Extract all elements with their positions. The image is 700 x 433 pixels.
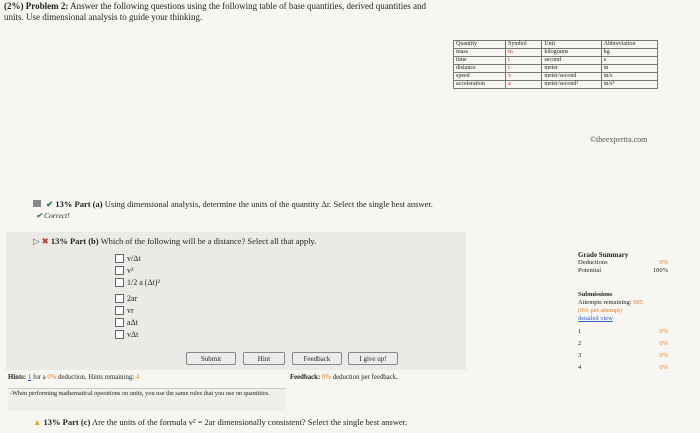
table-cell: m xyxy=(601,65,657,73)
option-checkbox[interactable]: v² xyxy=(115,265,133,275)
watermark: ©theexpertta.com xyxy=(590,135,648,144)
table-cell: s xyxy=(601,57,657,65)
checkmark-icon: ✔ xyxy=(36,211,43,220)
table-cell: v xyxy=(506,73,542,81)
option-checkbox[interactable]: vΔt xyxy=(115,329,138,339)
warning-icon: ▲ xyxy=(33,417,42,427)
part-b-question: Which of the following will be a distance? Select all that apply. xyxy=(100,236,317,246)
option-checkbox[interactable]: 2ar xyxy=(115,293,137,303)
table-header-row xyxy=(454,41,658,49)
table-cell: speed xyxy=(454,73,506,81)
submission-history xyxy=(578,328,668,376)
table-cell: meter xyxy=(542,65,601,73)
part-a-question: Using dimensional analysis, determine the units of the quantity Δr. Select the single best answer. xyxy=(104,199,433,209)
table-cell: distance xyxy=(454,65,506,73)
option-checkbox[interactable]: 1/2 a (Δt)² xyxy=(115,277,160,287)
grade-summary: Grade Summary Deductions 0% Potential 100% xyxy=(578,251,668,274)
hints-label: Hints: xyxy=(8,374,27,381)
table-header: Symbol xyxy=(506,41,542,49)
table-header: Quantity xyxy=(454,41,506,49)
part-b-panel xyxy=(6,232,466,370)
list-item: 2 0% xyxy=(578,340,668,347)
table-cell: acceleration xyxy=(454,81,506,89)
detailed-view-link[interactable]: detailed view xyxy=(578,315,613,322)
table-cell: kilograms xyxy=(542,49,601,57)
problem-text: Answer the following questions using the following table of base quantities, derived quantities and units. Use dimensional analysis to guide your thinking. xyxy=(4,1,427,22)
submit-button[interactable]: Submit xyxy=(186,352,236,365)
list-item: 4 0% xyxy=(578,364,668,371)
option-checkbox[interactable]: aΔt xyxy=(115,317,138,327)
option-checkbox[interactable]: vr xyxy=(115,305,134,315)
hints-remaining: 4 xyxy=(135,374,140,381)
units-table xyxy=(453,40,658,89)
table-cell: m/s xyxy=(601,73,657,81)
problem-heading: (2%) Problem 2: xyxy=(4,1,69,11)
hint-button[interactable]: Hint xyxy=(243,352,285,365)
list-item: 1 0% xyxy=(578,328,668,335)
part-c-row[interactable] xyxy=(33,417,407,428)
table-cell: meter/second xyxy=(542,73,601,81)
table-row xyxy=(454,73,658,81)
table-cell: r xyxy=(506,65,542,73)
part-a-label: 13% Part (a) xyxy=(55,199,103,209)
table-cell: meter/second² xyxy=(542,81,601,89)
hints-line: Hints: 1 for a 0% deduction. Hints remaining: 4 xyxy=(8,374,140,381)
option-checkbox[interactable]: v/Δt xyxy=(115,253,141,263)
give-up-button[interactable]: I give up! xyxy=(348,352,398,365)
table-cell: mass xyxy=(454,49,506,57)
part-a-row[interactable] xyxy=(33,199,433,210)
table-cell: kg xyxy=(601,49,657,57)
table-cell: m/s² xyxy=(601,81,657,89)
grade-summary-title: Grade Summary xyxy=(578,251,629,259)
correct-label: Correct! xyxy=(44,211,70,220)
part-c-question: Are the units of the formula v² = 2ar dimensionally consistent? Select the single best answer. xyxy=(91,417,408,427)
play-icon: ▷ xyxy=(33,236,40,246)
part-a-status xyxy=(36,211,70,220)
checkmark-icon: ✔ xyxy=(46,199,54,209)
feedback-line: Feedback: 0% deduction per feedback. xyxy=(290,374,398,381)
table-row xyxy=(454,57,658,65)
part-b-label: 13% Part (b) xyxy=(50,236,99,246)
hint-text: -When performing mathematical operations on units, you use the same rules that you use on quantities. xyxy=(10,390,270,397)
table-cell: second xyxy=(542,57,601,65)
table-row xyxy=(454,65,658,73)
list-item: 3 0% xyxy=(578,352,668,359)
problem-statement xyxy=(4,1,444,23)
submissions-panel: Submissions Attempts remaining: 985 (0% per attempt) detailed view xyxy=(578,291,668,323)
table-cell: time xyxy=(454,57,506,65)
hint-box xyxy=(8,388,286,411)
part-b-row xyxy=(33,236,316,247)
table-header: Abbreviation xyxy=(601,41,657,49)
hints-count[interactable]: 1 xyxy=(27,374,32,381)
feedback-label: Feedback: xyxy=(290,374,321,381)
cross-icon: ✖ xyxy=(41,236,49,246)
table-cell: a xyxy=(506,81,542,89)
table-row xyxy=(454,49,658,57)
part-c-label: 13% Part (c) xyxy=(43,417,91,427)
expand-icon xyxy=(33,200,41,207)
table-header: Unit xyxy=(542,41,601,49)
table-cell: t xyxy=(506,57,542,65)
feedback-button[interactable]: Feedback xyxy=(292,352,342,365)
table-row xyxy=(454,81,658,89)
table-cell: m xyxy=(506,49,542,57)
